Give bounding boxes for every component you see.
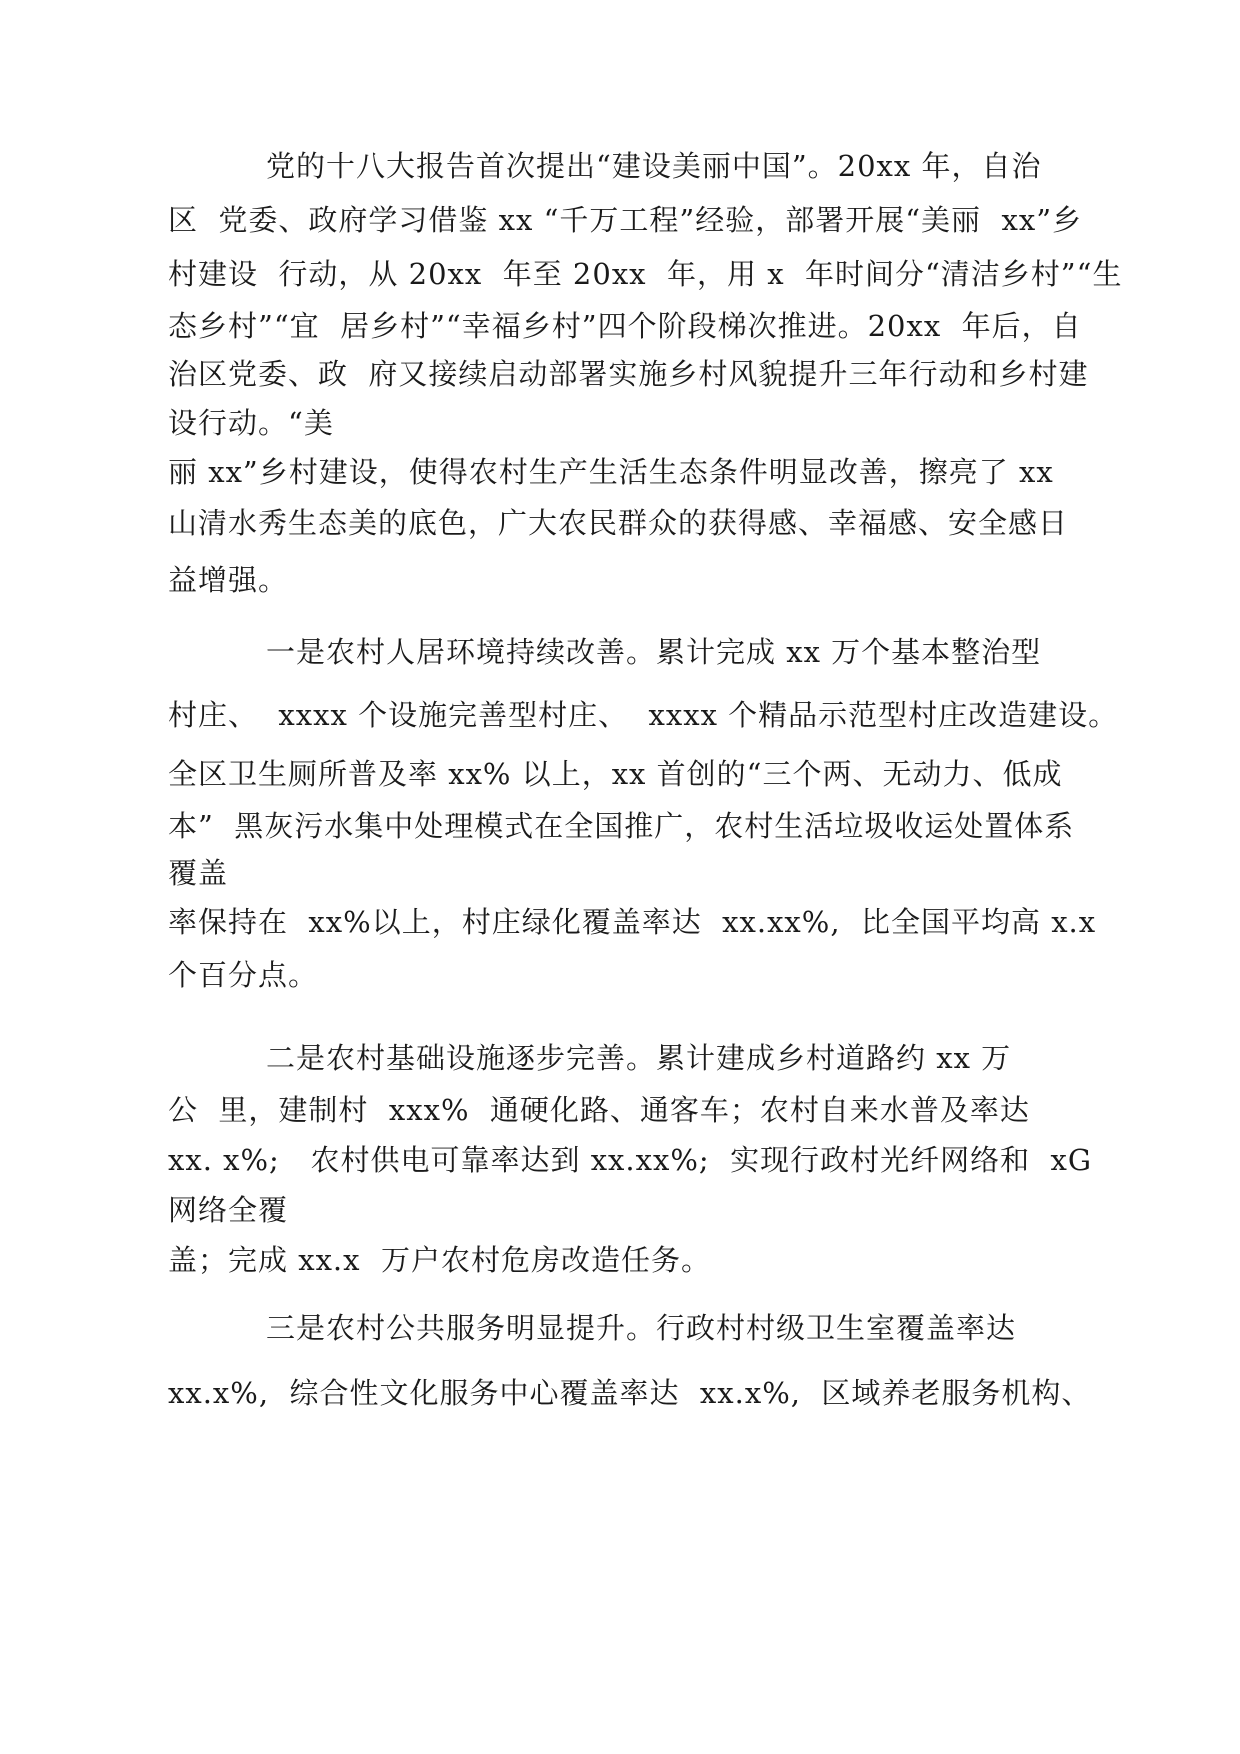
paragraph-1-line-3: 村建设 行动，从 20xx 年至 20xx 年，用 x 年时间分“清洁乡村”“生 [168,257,1123,291]
paragraph-2-line-3: 全区卫生厕所普及率 xx% 以上，xx 首创的“三个两、无动力、低成 [168,757,1063,791]
paragraph-1-line-5: 治区党委、政 府又接续启动部署实施乡村风貌提升三年行动和乡村建 [168,357,1089,391]
paragraph-4-line-2: xx.x%, 综合性文化服务中心覆盖率达 xx.x%, 区域养老服务机构、 [168,1376,1092,1410]
paragraph-3-line-3: xx. x%; 农村供电可靠率达到 xx.xx%; 实现行政村光纤网络和 xG [168,1143,1093,1177]
paragraph-3-line-5: 盖；完成 xx.x 万户农村危房改造任务。 [168,1243,711,1277]
paragraph-3-line-1: 二是农村基础设施逐步完善。累计建成乡村道路约 xx 万 [266,1041,1012,1075]
paragraph-1-line-6: 设行动。“美 [168,406,334,440]
paragraph-2-line-4: 本” 黑灰污水集中处理模式在全国推广，农村生活垃圾收运处置体系 [168,809,1075,843]
paragraph-1-line-2: 区 党委、政府学习借鉴 xx “千万工程”经验，部署开展“美丽 xx”乡 [168,203,1083,237]
paragraph-2-line-7: 个百分点。 [168,958,319,992]
paragraph-2-line-2: 村庄、 xxxx 个设施完善型村庄、 xxxx 个精品示范型村庄改造建设。 [168,698,1119,732]
paragraph-3-line-2: 公 里，建制村 xxx% 通硬化路、通客车；农村自来水普及率达 [168,1093,1030,1127]
paragraph-2-line-1: 一是农村人居环境持续改善。累计完成 xx 万个基本整治型 [266,635,1042,669]
paragraph-1-line-1: 党的十八大报告首次提出“建设美丽中国”。20xx 年，自治 [266,149,1042,183]
paragraph-1-line-9: 益增强。 [168,563,289,597]
paragraph-1-line-8: 山清水秀生态美的底色，广大农民群众的获得感、幸福感、安全感日 [168,506,1069,540]
paragraph-4-line-1: 三是农村公共服务明显提升。行政村村级卫生室覆盖率达 [266,1311,1017,1345]
paragraph-1-line-7: 丽 xx”乡村建设，使得农村生产生活生态条件明显改善，擦亮了 xx [168,455,1054,489]
paragraph-3-line-4: 网络全覆 [168,1193,289,1227]
paragraph-1-line-4: 态乡村”“宜 居乡村”“幸福乡村”四个阶段梯次推进。20xx 年后，自 [168,309,1082,343]
paragraph-2-line-6: 率保持在 xx%以上，村庄绿化覆盖率达 xx.xx%, 比全国平均高 x.x [168,905,1097,939]
paragraph-2-line-5: 覆盖 [168,856,229,890]
